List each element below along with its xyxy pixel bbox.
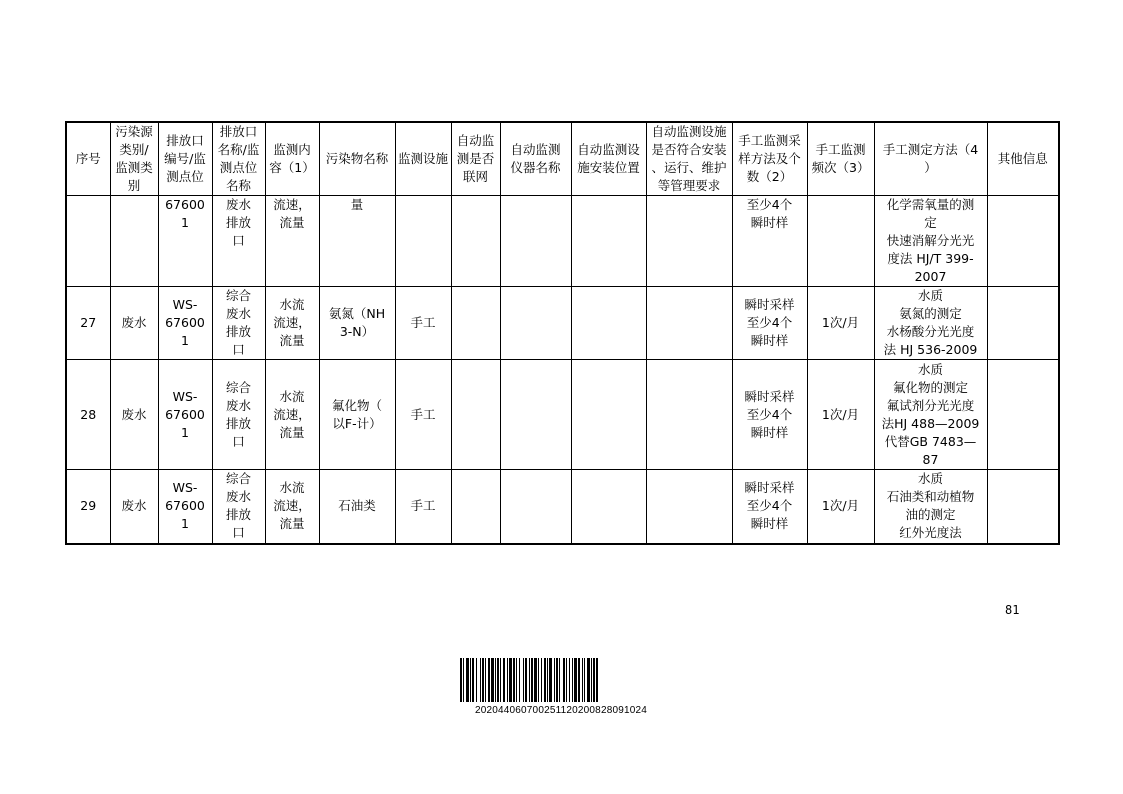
cell-manual-sampling: 瞬时采样 至少4个 瞬时样: [732, 287, 807, 360]
cell-manual-frequency: 1次/月: [807, 360, 874, 470]
barcode-bar: [544, 658, 546, 702]
barcode-bar: [472, 658, 474, 702]
cell-source-category: 废水: [110, 287, 158, 360]
header-source-category: 污染源 类别/ 监测类 别: [110, 122, 158, 196]
cell-pollutant-name: 量: [319, 196, 395, 287]
cell-auto-compliance: [646, 196, 732, 287]
barcode-bar: [482, 658, 484, 702]
cell-monitoring-content: 水流 流速， 流量: [265, 360, 319, 470]
cell-serial: 28: [66, 360, 110, 470]
barcode-bar: [587, 658, 590, 702]
barcode-bar: [485, 658, 486, 702]
barcode-bar: [574, 658, 577, 702]
cell-auto-instrument: [500, 196, 571, 287]
header-manual-sampling: 手工监测采 样方法及个 数（2）: [732, 122, 807, 196]
barcode-bar: [538, 658, 539, 702]
monitoring-table: [65, 121, 1060, 545]
barcode-bar: [554, 658, 555, 702]
cell-serial: [66, 196, 110, 287]
barcode-bar: [591, 658, 592, 702]
barcode-bar: [466, 658, 469, 702]
cell-serial: 27: [66, 287, 110, 360]
header-auto-networked: 自动监 测是否 联网: [451, 122, 500, 196]
table-row: [66, 196, 1059, 287]
cell-auto-networked: [451, 360, 500, 470]
barcode-bar: [584, 658, 585, 702]
cell-monitoring-content: 水流 流速， 流量: [265, 470, 319, 544]
barcode-image: [460, 658, 662, 702]
cell-pollutant-name: 石油类: [319, 470, 395, 544]
cell-outlet-code: WS- 67600 1: [158, 360, 212, 470]
cell-auto-compliance: [646, 287, 732, 360]
cell-auto-compliance: [646, 360, 732, 470]
barcode-bar: [516, 658, 517, 702]
barcode-bar: [470, 658, 471, 702]
cell-auto-location: [571, 470, 646, 544]
barcode-bar: [563, 658, 565, 702]
cell-other-info: [987, 360, 1059, 470]
barcode-bar: [480, 658, 481, 702]
header-manual-method: 手工测定方法（4 ）: [874, 122, 987, 196]
barcode-bar: [529, 658, 530, 702]
barcode-bar: [503, 658, 505, 702]
cell-other-info: [987, 196, 1059, 287]
barcode-bar: [491, 658, 494, 702]
barcode-bar: [519, 658, 520, 702]
cell-auto-instrument: [500, 360, 571, 470]
cell-source-category: 废水: [110, 470, 158, 544]
cell-manual-method: 水质 石油类和动植物 油的测定 红外光度法: [874, 470, 987, 544]
barcode-bar: [509, 658, 512, 702]
barcode-bar: [547, 658, 548, 702]
header-pollutant-name: 污染物名称: [319, 122, 395, 196]
cell-monitoring-content: 水流 流速， 流量: [265, 287, 319, 360]
barcode-bar: [513, 658, 515, 702]
header-auto-instrument: 自动监测 仪器名称: [500, 122, 571, 196]
cell-auto-instrument: [500, 470, 571, 544]
header-other-info: 其他信息: [987, 122, 1059, 196]
cell-auto-networked: [451, 287, 500, 360]
cell-pollutant-name: 氨氮（NH 3-N）: [319, 287, 395, 360]
barcode-bar: [497, 658, 499, 702]
barcode-bar: [541, 658, 542, 702]
cell-monitoring-content: 流速， 流量: [265, 196, 319, 287]
barcode-bar: [460, 658, 462, 702]
barcode-bar: [593, 658, 595, 702]
header-serial: 序号: [66, 122, 110, 196]
barcode-bar: [507, 658, 508, 702]
barcode-bar: [578, 658, 580, 702]
barcode-bar: [500, 658, 501, 702]
cell-manual-frequency: [807, 196, 874, 287]
cell-outlet-name: 综合 废水 排放 口: [212, 360, 265, 470]
cell-monitoring-facility: 手工: [395, 287, 451, 360]
cell-manual-sampling: 至少4个 瞬时样: [732, 196, 807, 287]
cell-outlet-name: 废水 排放 口: [212, 196, 265, 287]
table-row: [66, 287, 1059, 360]
page-number: 81: [1005, 603, 1020, 617]
barcode-bar: [559, 658, 560, 702]
header-manual-frequency: 手工监测 频次（3）: [807, 122, 874, 196]
cell-auto-location: [571, 360, 646, 470]
cell-manual-sampling: 瞬时采样 至少4个 瞬时样: [732, 360, 807, 470]
cell-monitoring-facility: 手工: [395, 470, 451, 544]
table-row: [66, 470, 1059, 544]
barcode-bar: [572, 658, 573, 702]
barcode-bar: [566, 658, 567, 702]
cell-outlet-name: 综合 废水 排放 口: [212, 470, 265, 544]
barcode-bar: [525, 658, 527, 702]
barcode-bar: [523, 658, 524, 702]
barcode-bar: [596, 658, 598, 702]
header-auto-location: 自动监测设 施安装位置: [571, 122, 646, 196]
barcode-bar: [582, 658, 583, 702]
cell-monitoring-facility: 手工: [395, 360, 451, 470]
cell-auto-networked: [451, 196, 500, 287]
barcode-bar: [463, 658, 464, 702]
cell-auto-location: [571, 287, 646, 360]
header-monitoring-content: 监测内 容（1）: [265, 122, 319, 196]
barcode-bar: [569, 658, 570, 702]
barcode-bar: [476, 658, 477, 702]
cell-manual-frequency: 1次/月: [807, 470, 874, 544]
cell-outlet-code: 67600 1: [158, 196, 212, 287]
cell-manual-method: 水质 氨氮的测定 水杨酸分光光度 法 HJ 536-2009: [874, 287, 987, 360]
barcode-bar: [534, 658, 537, 702]
barcode-bar: [488, 658, 490, 702]
table-header-row: [66, 122, 1059, 196]
header-monitoring-facility: 监测设施: [395, 122, 451, 196]
cell-manual-frequency: 1次/月: [807, 287, 874, 360]
header-outlet-name: 排放口 名称/监 测点位 名称: [212, 122, 265, 196]
cell-outlet-name: 综合 废水 排放 口: [212, 287, 265, 360]
cell-other-info: [987, 470, 1059, 544]
cell-auto-compliance: [646, 470, 732, 544]
header-auto-compliance: 自动监测设施 是否符合安装 、运行、维护 等管理要求: [646, 122, 732, 196]
barcode-number: 20204406070025112020082809102​4: [474, 705, 648, 716]
cell-auto-location: [571, 196, 646, 287]
cell-manual-method: 化学需氧量的测 定 快速消解分光光 度法 HJ/T 399- 2007: [874, 196, 987, 287]
barcode-bar: [556, 658, 558, 702]
cell-manual-sampling: 瞬时采样 至少4个 瞬时样: [732, 470, 807, 544]
cell-auto-networked: [451, 470, 500, 544]
barcode-bar: [495, 658, 496, 702]
cell-other-info: [987, 287, 1059, 360]
cell-outlet-code: WS- 67600 1: [158, 470, 212, 544]
header-outlet-code: 排放口 编号/监 测点位: [158, 122, 212, 196]
cell-outlet-code: WS- 67600 1: [158, 287, 212, 360]
barcode-bar: [549, 658, 552, 702]
cell-serial: 29: [66, 470, 110, 544]
cell-auto-instrument: [500, 287, 571, 360]
cell-source-category: [110, 196, 158, 287]
cell-source-category: 废水: [110, 360, 158, 470]
barcode-bar: [531, 658, 533, 702]
cell-monitoring-facility: [395, 196, 451, 287]
cell-pollutant-name: 氟化物（ 以F-计）: [319, 360, 395, 470]
table-row: [66, 360, 1059, 470]
cell-manual-method: 水质 氟化物的测定 氟试剂分光光度 法HJ 488—2009 代替GB 7483— 87: [874, 360, 987, 470]
